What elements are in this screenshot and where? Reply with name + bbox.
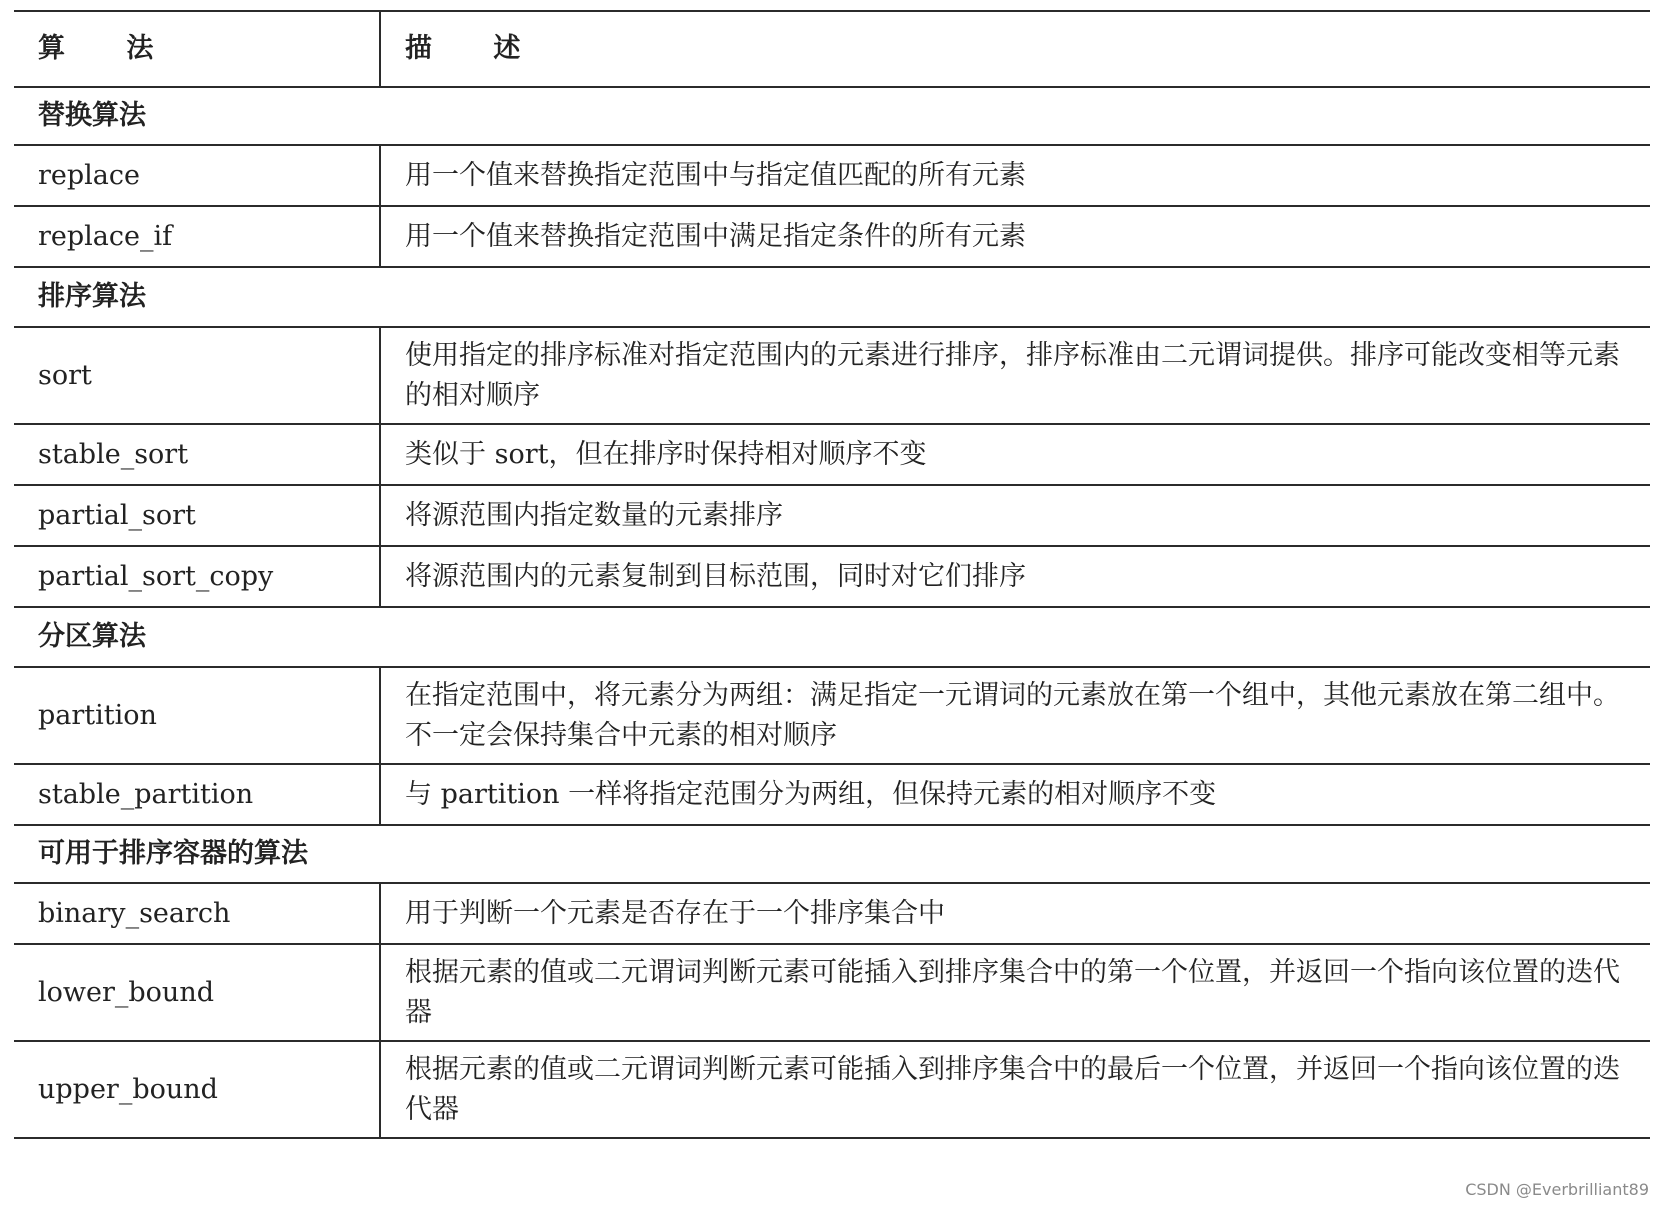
algorithm-description: 类似于 sort，但在排序时保持相对顺序不变	[405, 438, 927, 470]
algorithm-description: 用一个值来替换指定范围中满足指定条件的所有元素	[405, 220, 1026, 252]
header-description: 描 述	[405, 33, 547, 64]
table-row	[14, 1041, 1650, 1138]
section-title: 可用于排序容器的算法	[38, 838, 308, 869]
algorithm-description: 将源范围内的元素复制到目标范围，同时对它们排序	[405, 560, 1026, 592]
algorithm-name: sort	[14, 327, 380, 424]
section-row-partition	[14, 607, 1650, 667]
section-row-replace	[14, 87, 1650, 145]
table-row	[14, 546, 1650, 607]
table-row	[14, 424, 1650, 485]
section-title: 替换算法	[38, 100, 146, 131]
header-algorithm: 算 法	[14, 11, 380, 87]
table-row	[14, 145, 1650, 206]
section-row-sort	[14, 267, 1650, 327]
algorithm-name: stable_partition	[14, 764, 380, 825]
algorithm-name: replace_if	[14, 206, 380, 267]
algorithm-table-body	[14, 11, 1650, 1138]
algorithm-name: stable_sort	[14, 424, 380, 485]
algorithm-name: upper_bound	[14, 1041, 380, 1138]
table-row	[14, 944, 1650, 1041]
table-row	[14, 883, 1650, 944]
algorithm-name: binary_search	[14, 883, 380, 944]
algorithm-name: replace	[14, 145, 380, 206]
algorithm-name: lower_bound	[14, 944, 380, 1041]
algorithm-description: 使用指定的排序标准对指定范围内的元素进行排序，排序标准由二元谓词提供。排序可能改变相等元素的相对顺序	[405, 339, 1620, 411]
table-row	[14, 667, 1650, 764]
algorithm-description: 与 partition 一样将指定范围分为两组，但保持元素的相对顺序不变	[405, 778, 1217, 810]
section-title: 排序算法	[38, 281, 146, 312]
table-header-row	[14, 11, 1650, 87]
watermark-text: CSDN @Everbrilliant89	[1465, 1180, 1649, 1199]
section-row-sorted-containers	[14, 825, 1650, 883]
algorithm-table	[14, 10, 1650, 1139]
table-row	[14, 485, 1650, 546]
section-title: 分区算法	[38, 621, 146, 652]
table-row	[14, 206, 1650, 267]
algorithm-name: partial_sort	[14, 485, 380, 546]
table-row	[14, 327, 1650, 424]
algorithm-description: 用于判断一个元素是否存在于一个排序集合中	[405, 897, 945, 929]
algorithm-description: 在指定范围中，将元素分为两组：满足指定一元谓词的元素放在第一个组中，其他元素放在第二组中。不一定会保持集合中元素的相对顺序	[405, 679, 1620, 751]
algorithm-name: partial_sort_copy	[14, 546, 380, 607]
algorithm-description: 根据元素的值或二元谓词判断元素可能插入到排序集合中的最后一个位置，并返回一个指向该位置的迭代器	[405, 1053, 1620, 1125]
algorithm-description: 根据元素的值或二元谓词判断元素可能插入到排序集合中的第一个位置，并返回一个指向该位置的迭代器	[405, 956, 1620, 1028]
table-row	[14, 764, 1650, 825]
algorithm-description: 将源范围内指定数量的元素排序	[405, 499, 783, 531]
algorithm-description: 用一个值来替换指定范围中与指定值匹配的所有元素	[405, 159, 1026, 191]
algorithm-name: partition	[14, 667, 380, 764]
